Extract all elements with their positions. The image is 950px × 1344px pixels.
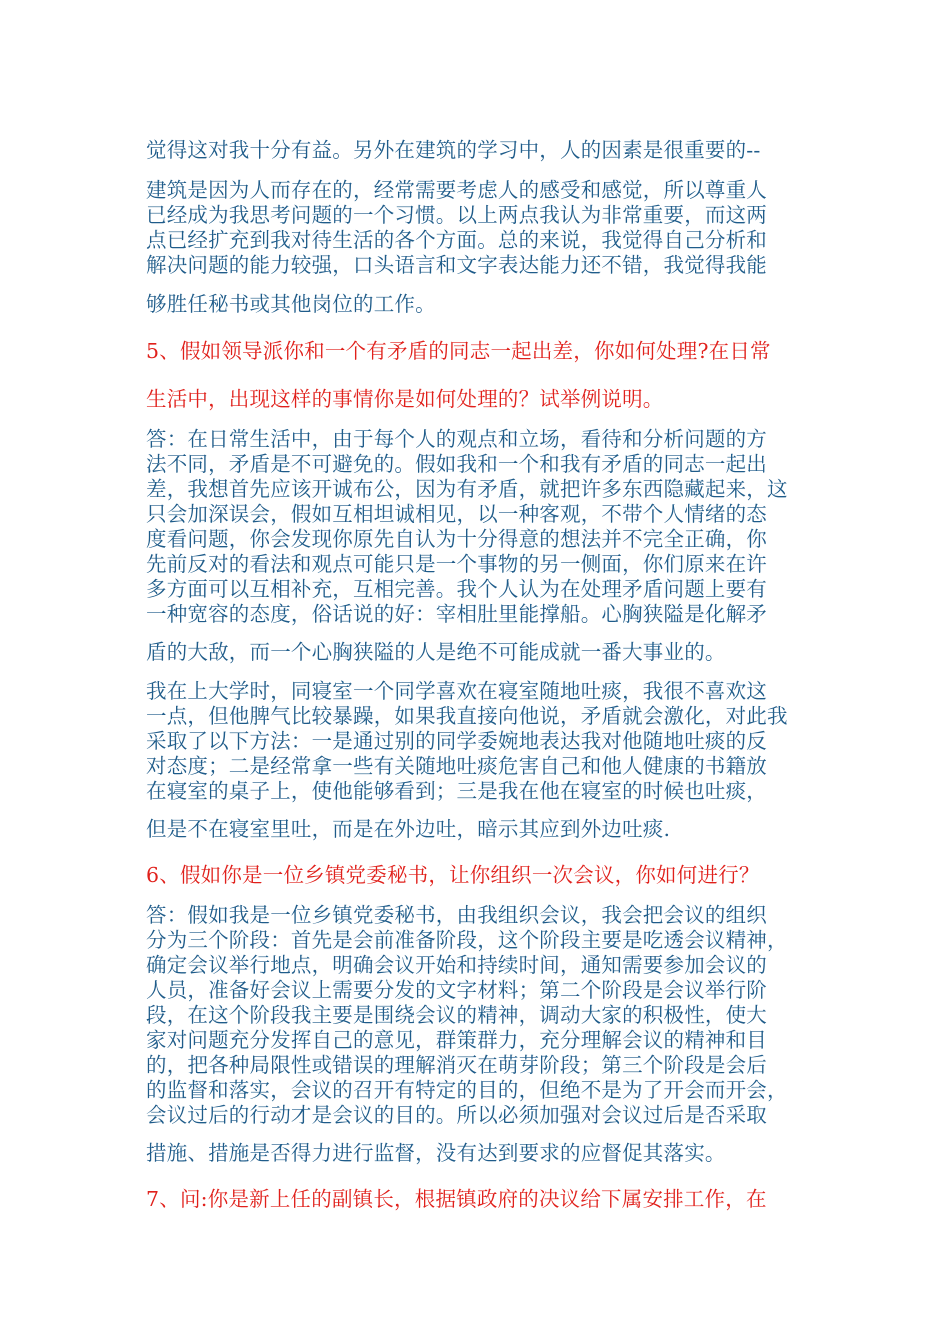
text-line: 多方面可以互相补充，互相完善。我个人认为在处理矛盾问题上要有 — [146, 577, 767, 601]
text-line: 解决问题的能力较强，口头语言和文字表达能力还不错，我觉得我能 — [146, 253, 767, 277]
question-heading: 7、问:你是新上任的副镇长，根据镇政府的决议给下属安排工作，在 — [146, 1187, 767, 1211]
text-line: 法不同，矛盾是不可避免的。假如我和一个和我有矛盾的同志一起出 — [146, 452, 767, 476]
text-line: 对态度；二是经常拿一些有关随地吐痰危害自己和他人健康的书籍放 — [146, 754, 767, 778]
text-line: 觉得这对我十分有益。另外在建筑的学习中，人的因素是很重要的-- — [146, 138, 761, 162]
text-line: 确定会议举行地点，明确会议开始和持续时间，通知需要参加会议的 — [146, 953, 767, 977]
text-line: 我在上大学时，同寝室一个同学喜欢在寝室随地吐痰，我很不喜欢这 — [146, 679, 767, 703]
text-line: 已经成为我思考问题的一个习惯。以上两点我认为非常重要，而这两 — [146, 203, 767, 227]
text-line: 只会加深误会，假如互相坦诚相见，以一种客观，不带个人情绪的态 — [146, 502, 767, 526]
text-line: 一点，但他脾气比较暴躁，如果我直接向他说，矛盾就会激化，对此我 — [146, 704, 788, 728]
question-heading: 6、假如你是一位乡镇党委秘书，让你组织一次会议，你如何进行？ — [146, 863, 760, 887]
text-line: 分为三个阶段：首先是会前准备阶段，这个阶段主要是吃透会议精神， — [146, 928, 788, 952]
text-line: 点已经扩充到我对待生活的各个方面。总的来说，我觉得自己分析和 — [146, 228, 767, 252]
question-heading: 5、假如领导派你和一个有矛盾的同志一起出差，你如何处理?在日常 — [146, 339, 771, 363]
text-line: 采取了以下方法：一是通过别的同学委婉地表达我对他随地吐痰的反 — [146, 729, 767, 753]
text-line: 建筑是因为人而存在的，经常需要考虑人的感受和感觉，所以尊重人 — [146, 178, 767, 202]
text-line: 但是不在寝室里吐，而是在外边吐，暗示其应到外边吐痰. — [146, 817, 671, 841]
text-line: 答：假如我是一位乡镇党委秘书，由我组织会议，我会把会议的组织 — [146, 903, 767, 927]
text-line: 家对问题充分发挥自己的意见，群策群力，充分理解会议的精神和目 — [146, 1028, 767, 1052]
text-line: 一种宽容的态度，俗话说的好：宰相肚里能撑船。心胸狭隘是化解矛 — [146, 602, 767, 626]
text-line: 先前反对的看法和观点可能只是一个事物的另一侧面，你们原来在许 — [146, 552, 767, 576]
text-line: 盾的大敌，而一个心胸狭隘的人是绝不可能成就一番大事业的。 — [146, 640, 726, 664]
text-line: 在寝室的桌子上，使他能够看到；三是我在他在寝室的时候也吐痰， — [146, 779, 767, 803]
text-line: 的监督和落实，会议的召开有特定的目的，但绝不是为了开会而开会， — [146, 1078, 788, 1102]
question-heading: 生活中，出现这样的事情你是如何处理的？试举例说明。 — [146, 387, 664, 411]
text-line: 度看问题，你会发现你原先自认为十分得意的想法并不完全正确，你 — [146, 527, 767, 551]
text-line: 够胜任秘书或其他岗位的工作。 — [146, 292, 436, 316]
text-line: 的，把各种局限性或错误的理解消灭在萌芽阶段；第三个阶段是会后 — [146, 1053, 767, 1077]
text-line: 段，在这个阶段我主要是围绕会议的精神，调动大家的积极性，使大 — [146, 1003, 767, 1027]
text-line: 会议过后的行动才是会议的目的。所以必须加强对会议过后是否采取 — [146, 1103, 767, 1127]
text-line: 答：在日常生活中，由于每个人的观点和立场，看待和分析问题的方 — [146, 427, 767, 451]
text-line: 措施、措施是否得力进行监督，没有达到要求的应督促其落实。 — [146, 1141, 726, 1165]
text-line: 差，我想首先应该开诚布公，因为有矛盾，就把许多东西隐藏起来，这 — [146, 477, 788, 501]
text-line: 人员，准备好会议上需要分发的文字材料；第二个阶段是会议举行阶 — [146, 978, 767, 1002]
